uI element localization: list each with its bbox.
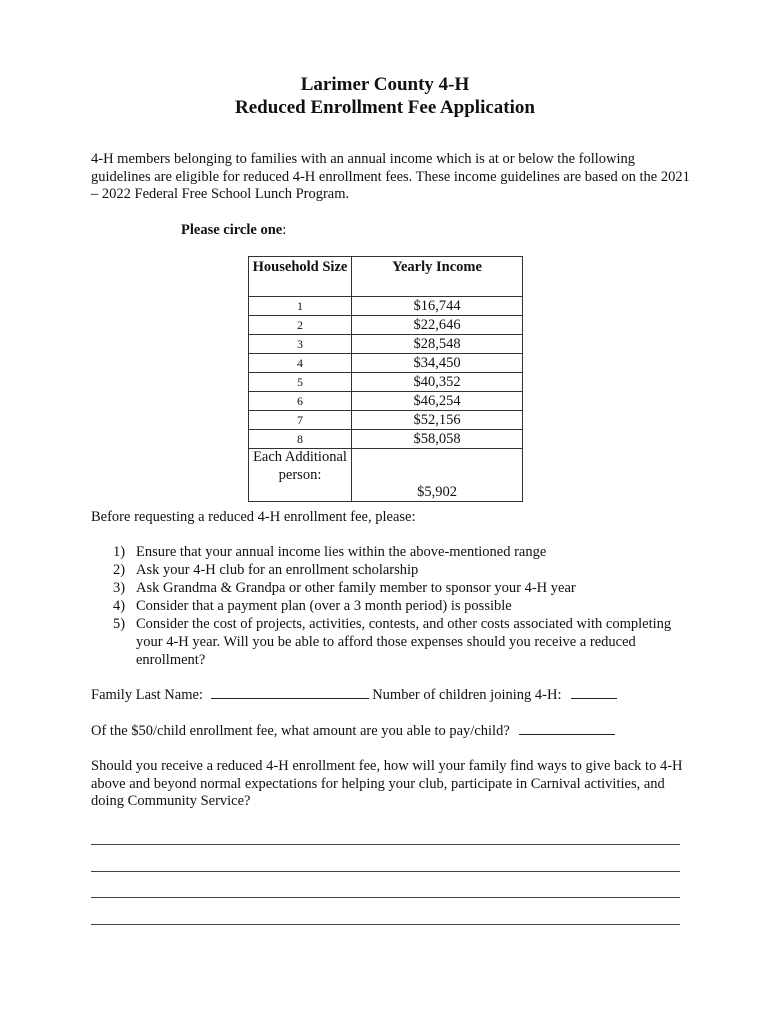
- household-size-cell: 2: [249, 316, 352, 335]
- step-text: Ensure that your annual income lies within the above-mentioned range: [136, 544, 547, 560]
- step-text: Ask Grandma & Grandpa or other family member to sponsor your 4-H year: [136, 580, 576, 596]
- answer-line-3[interactable]: [91, 897, 680, 898]
- step-number: 5): [113, 616, 126, 632]
- header-yearly-income: Yearly Income: [352, 257, 523, 297]
- table-row[interactable]: [249, 354, 523, 373]
- list-item: [91, 561, 686, 579]
- table-row[interactable]: [249, 373, 523, 392]
- additional-person-income: $5,902: [352, 449, 523, 502]
- table-row[interactable]: [249, 430, 523, 449]
- family-last-name-label: Family Last Name:: [91, 687, 203, 703]
- household-size-cell: 3: [249, 335, 352, 354]
- step-number: 2): [113, 562, 126, 578]
- circle-instruction: [181, 222, 286, 239]
- title-line-2: Reduced Enrollment Fee Application: [235, 97, 535, 118]
- circle-colon: :: [282, 222, 287, 238]
- yearly-income-cell: $40,352: [352, 373, 523, 392]
- table-row[interactable]: [249, 335, 523, 354]
- yearly-income-cell: $22,646: [352, 316, 523, 335]
- yearly-income-cell: $34,450: [352, 354, 523, 373]
- title-line-1: Larimer County 4-H: [300, 74, 470, 95]
- table-row[interactable]: [249, 392, 523, 411]
- answer-line-4[interactable]: [91, 924, 680, 925]
- pay-amount-question: Of the $50/child enrollment fee, what amount are you able to pay/child?: [91, 723, 510, 739]
- table-row[interactable]: [249, 297, 523, 316]
- yearly-income-cell: $52,156: [352, 411, 523, 430]
- table-row[interactable]: [249, 316, 523, 335]
- before-requesting-text: Before requesting a reduced 4-H enrollment fee, please:: [91, 509, 416, 525]
- step-text: Ask your 4-H club for an enrollment scholarship: [136, 562, 419, 578]
- step-number: 3): [113, 580, 126, 596]
- list-item: [91, 579, 686, 597]
- step-text: Consider the cost of projects, activities, contests, and other costs associated with completing your 4-H year. Will you be able to afford those expenses should you receive a reduced enrollment?: [136, 616, 672, 668]
- give-back-question: Should you receive a reduced 4-H enrollment fee, how will your family find ways to give back to 4-H above and beyond normal expectations for helping your club, participate in Carnival activities, and doing Community Service?: [91, 758, 683, 809]
- header-household-size: Household Size: [249, 257, 352, 297]
- circle-label: Please circle one: [181, 222, 283, 238]
- pay-amount-row: [91, 722, 615, 740]
- household-size-cell: 6: [249, 392, 352, 411]
- pay-amount-field[interactable]: [519, 722, 615, 735]
- table-row[interactable]: [249, 411, 523, 430]
- yearly-income-cell: $58,058: [352, 430, 523, 449]
- step-number: 1): [113, 544, 126, 560]
- household-size-cell: 5: [249, 373, 352, 392]
- household-size-cell: 1: [249, 297, 352, 316]
- answer-line-1[interactable]: [91, 844, 680, 845]
- table-row-additional-person[interactable]: [249, 449, 523, 502]
- family-last-name-field[interactable]: [211, 686, 369, 699]
- household-size-cell: 4: [249, 354, 352, 373]
- additional-person-label: Each Additional person:: [249, 449, 352, 502]
- step-number: 4): [113, 598, 126, 614]
- income-guidelines-table: [248, 256, 523, 502]
- list-item: [91, 615, 686, 669]
- intro-paragraph: 4-H members belonging to families with an annual income which is at or below the following guidelines are eligible for reduced 4-H enrollment fees. These income guidelines are based on the 2021 – 2022 Federal Free School Lunch Program.: [91, 151, 690, 202]
- family-info-row: [91, 686, 617, 704]
- steps-list: [91, 543, 686, 669]
- yearly-income-cell: $16,744: [352, 297, 523, 316]
- household-size-cell: 7: [249, 411, 352, 430]
- step-text: Consider that a payment plan (over a 3 month period) is possible: [136, 598, 512, 614]
- children-joining-field[interactable]: [571, 686, 617, 699]
- list-item: [91, 543, 686, 561]
- children-joining-label: Number of children joining 4-H:: [372, 687, 562, 703]
- yearly-income-cell: $28,548: [352, 335, 523, 354]
- table-header-row: [249, 257, 523, 297]
- answer-line-2[interactable]: [91, 871, 680, 872]
- yearly-income-cell: $46,254: [352, 392, 523, 411]
- household-size-cell: 8: [249, 430, 352, 449]
- list-item: [91, 597, 686, 615]
